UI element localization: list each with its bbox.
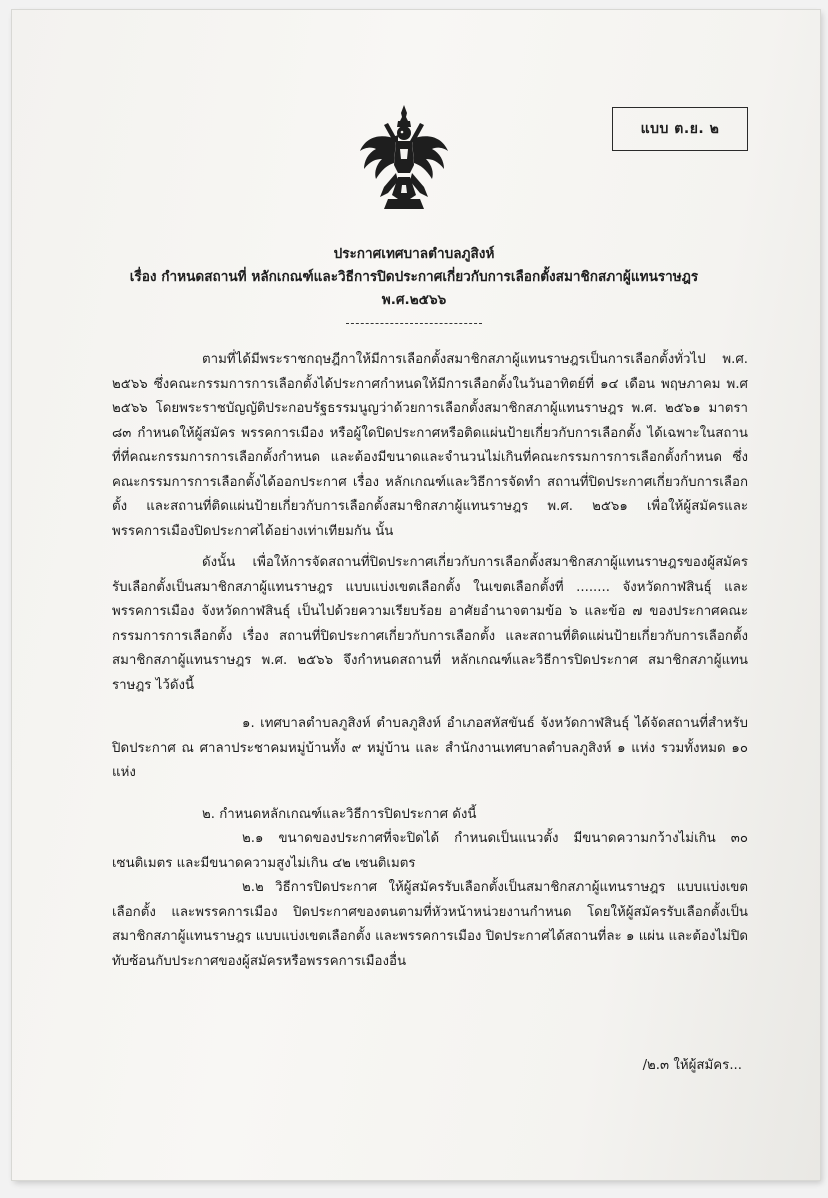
form-code: แบบ ต.ย. ๒ <box>640 121 720 137</box>
continuation-note: /๒.๓ ให้ผู้สมัคร... <box>642 1058 742 1073</box>
paragraph-item-1: ๑. เทศบาลตำบลภูสิงห์ ตำบลภูสิงห์ อำเภอสหัสขันธ์ จังหวัดกาฬสินธุ์ ได้จัดสถานที่สำหรับปิดประกาศ ณ ศาลาประชาคมหมู่บ้านทั้ง ๙ หมู่บ้าน และ สำนักงานเทศบาลตำบลภูสิงห์ ๑ แห่ง รวมทั้งหมด ๑๐ แห่ง <box>112 716 748 780</box>
paragraph-preamble: ตามที่ได้มีพระราชกฤษฎีกาให้มีการเลือกตั้งสมาชิกสภาผู้แทนราษฎรเป็นการเลือกตั้งทั่วไป พ.ศ. ๒๕๖๖ ซึ่งคณะกรรมการการเลือกตั้งได้ประกาศกำหนดให้มีการเลือกตั้งในวันอาทิตย์ที่ ๑๔ เดือน พฤษภาคม พ.ศ ๒๕๖๖ โดยพระราชบัญญัติประกอบรัฐธรรมนูญว่าด้วยการเลือกตั้งสมาชิกสภาผู้แทนราษฎร พ.ศ. ๒๕๖๑ มาตรา ๘๓ กำหนดให้ผู้สมัคร พรรคการเมือง หรือผู้ใดปิดประกาศหรือติดแผ่นป้ายเกี่ยวกับการเลือกตั้ง ได้เฉพาะในสถานที่ที่คณะกรรมการการเลือกตั้งกำหนด และต้องมีขนาดและจำนวนไม่เกินที่คณะกรรมการการเลือกตั้งกำหนด ซึ่งคณะกรรมการการเลือกตั้งได้ออกประกาศ เรื่อง หลักเกณฑ์และวิธีการจัดทำ สถานที่ปิดประกาศเกี่ยวกับการเลือกตั้ง และสถานที่ติดแผ่นป้ายเกี่ยวกับการเลือกตั้งสมาชิกสภาผู้แทนราษฎร พ.ศ. ๒๕๖๑ เพื่อให้ผู้สมัครและพรรคการเมืองปิดประกาศได้อย่างเท่าเทียมกัน นั้น <box>112 352 748 539</box>
announcement-year: พ.ศ.๒๕๖๖ <box>381 292 447 308</box>
paragraph-item-2: ๒. กำหนดหลักเกณฑ์และวิธีการปิดประกาศ ดังนี้ <box>202 807 477 822</box>
title-separator <box>346 323 482 324</box>
form-code-box <box>612 107 748 151</box>
garuda-emblem-icon <box>358 103 450 213</box>
paragraph-therefore: ดังนั้น เพื่อให้การจัดสถานที่ปิดประกาศเกี่ยวกับการเลือกตั้งสมาชิกสภาผู้แทนราษฎรของผู้สมัครรับเลือกตั้งเป็นสมาชิกสภาผู้แทนราษฎร แบบแบ่งเขตเลือกตั้ง ในเขตเลือกตั้งที่ ........ จังหวัดกาฬสินธุ์ และพรรคการเมือง จังหวัดกาฬสินธุ์ เป็นไปด้วยความเรียบร้อย อาศัยอำนาจตามข้อ ๖ และข้อ ๗ ของประกาศคณะกรรมการการเลือกตั้ง เรื่อง สถานที่ปิดประกาศเกี่ยวกับการเลือกตั้ง และสถานที่ติดแผ่นป้ายเกี่ยวกับการเลือกตั้งสมาชิกสภาผู้แทนราษฎร พ.ศ. ๒๕๖๖ จึงกำหนดสถานที่ หลักเกณฑ์และวิธีการปิดประกาศ สมาชิกสภาผู้แทนราษฎร ไว้ดังนี้ <box>112 555 748 693</box>
announcement-heading: ประกาศเทศบาลตำบลภูสิงห์ <box>333 246 495 262</box>
paragraph-item-2-1: ๒.๑ ขนาดของประกาศที่จะปิดได้ กำหนดเป็นแนวตั้ง มีขนาดความกว้างไม่เกิน ๓๐ เซนติเมตร และมีขนาดความสูงไม่เกิน ๔๒ เซนติเมตร <box>112 831 748 871</box>
announcement-subject: เรื่อง กำหนดสถานที่ หลักเกณฑ์และวิธีการปิดประกาศเกี่ยวกับการเลือกตั้งสมาชิกสภาผู้แทนราษฎร <box>129 269 699 285</box>
paragraph-item-2-2: ๒.๒ วิธีการปิดประกาศ ให้ผู้สมัครรับเลือกตั้งเป็นสมาชิกสภาผู้แทนราษฎร แบบแบ่งเขตเลือกตั้ง และพรรคการเมือง ปิดประกาศของตนตามที่หัวหน้าหน่วยงานกำหนด โดยให้ผู้สมัครรับเลือกตั้งเป็นสมาชิกสภาผู้แทนราษฎร แบบแบ่งเขตเลือกตั้ง และพรรคการเมือง ปิดประกาศได้สถานที่ละ ๑ แผ่น และต้องไม่ปิดทับซ้อนกับประกาศของผู้สมัครหรือพรรคการเมืองอื่น <box>112 880 748 969</box>
